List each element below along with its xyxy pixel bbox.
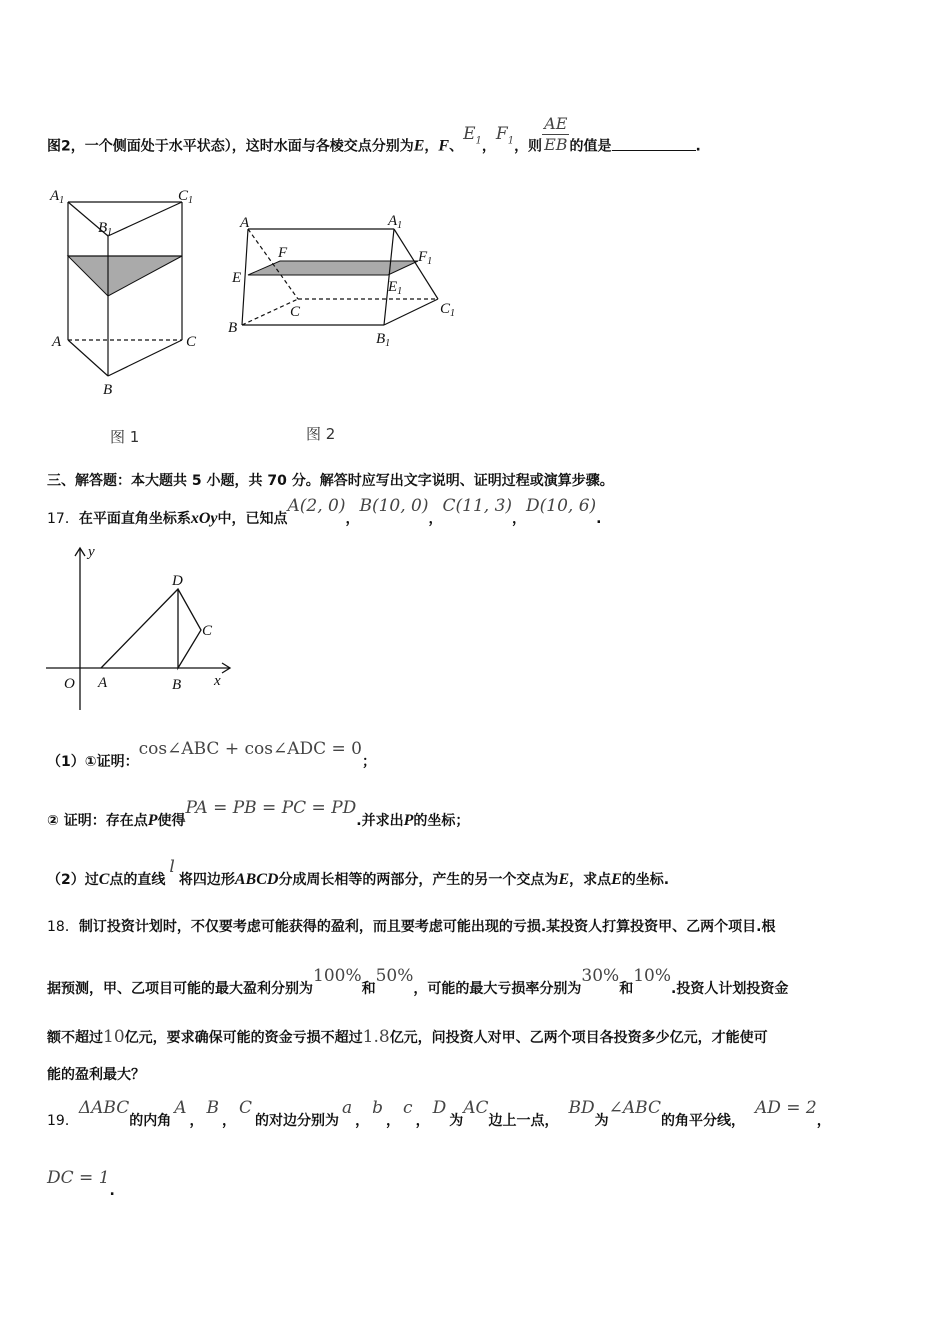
q17-part2	[47, 857, 670, 889]
axis-x-label: x	[214, 673, 221, 689]
profit-b: 50%	[375, 966, 414, 986]
angle-a: A	[174, 1098, 187, 1118]
q18-number: 18．	[47, 919, 79, 935]
point-d: D	[432, 1098, 447, 1118]
ad-length: AD = 2	[754, 1098, 817, 1118]
max-loss: 1.8	[362, 1027, 390, 1047]
label-c: C	[186, 334, 197, 350]
angle-abc: ∠ABC	[608, 1098, 661, 1118]
label-b: B	[103, 382, 113, 398]
q17-text-b: 中，已知点	[217, 511, 288, 527]
point-p: P	[147, 812, 158, 829]
label-c1-2: $C_1$	[440, 301, 456, 319]
comma: ，	[345, 511, 360, 527]
is-text-2: 为	[594, 1113, 609, 1129]
coordinates-end: 的坐标.	[621, 872, 670, 888]
line-text: 点的直线	[109, 872, 166, 888]
comma: ，	[415, 1113, 430, 1129]
q19-number: 19．	[47, 1113, 79, 1129]
angle-b: B	[206, 1098, 219, 1118]
origin-label: O	[64, 676, 75, 692]
q16-tail-line	[47, 114, 701, 167]
point-e1-label	[463, 124, 482, 144]
part1b-label: ② 证明：存在点	[47, 813, 148, 829]
loss-a: 30%	[581, 966, 620, 986]
equal-perimeter-text: 分成周长相等的两部分，产生的另一个交点为	[278, 872, 559, 888]
comma: ，	[428, 511, 443, 527]
line-l: l	[169, 857, 175, 877]
segment-ac: AC	[463, 1098, 489, 1118]
and-text: 和	[361, 981, 376, 997]
label-a: A	[52, 334, 62, 350]
q17-coordinate-graph	[40, 542, 240, 712]
q19-line2	[47, 1168, 115, 1200]
quadrilateral-abcd	[101, 589, 201, 668]
figure-1-prism	[40, 180, 220, 405]
figure-1-caption: 图 1	[110, 428, 140, 446]
graph-point-c: C	[202, 623, 213, 639]
q18-text-2a: 据预测，甲、乙项目可能的最大盈利分别为	[47, 981, 313, 997]
answer-blank[interactable]	[612, 136, 696, 151]
label-f: F	[278, 245, 288, 261]
q18-text-3a: 额不超过	[47, 1030, 103, 1046]
separator: 、	[449, 138, 464, 155]
period: .	[109, 1183, 115, 1199]
comma: ，	[512, 511, 527, 527]
label-a2: A	[240, 215, 250, 231]
loss-b: 10%	[633, 966, 671, 986]
on-side-text: 边上一点，	[488, 1113, 559, 1129]
point-a-coord: A(2, 0)	[287, 496, 346, 516]
comma: ，	[386, 1113, 401, 1129]
period: .	[596, 511, 602, 527]
cos-equation: cos∠ABC + cos∠ADC = 0	[138, 739, 362, 759]
period: .	[695, 138, 701, 155]
side-a: a	[342, 1098, 353, 1118]
quad-abcd-ref: ABCD	[234, 871, 279, 888]
q17-text-a: 在平面直角坐标系	[78, 511, 191, 527]
comma: ，	[816, 1113, 831, 1129]
f1-letter: F	[495, 123, 508, 144]
fraction-numerator: AE	[544, 114, 568, 133]
label-b1-2: $B_1$	[376, 331, 391, 349]
then-text: ，则	[514, 138, 543, 155]
point-f1-label	[496, 124, 514, 144]
q18-text-3b: 亿元，要求确保可能的资金亏损不超过	[124, 1030, 363, 1046]
label-c2: C	[290, 304, 301, 320]
coordinate-text: 的坐标；	[413, 813, 470, 829]
side-b: b	[372, 1098, 384, 1118]
dc-length: DC = 1	[47, 1168, 110, 1188]
point-e-ref-2: E	[611, 871, 622, 888]
comma: ，	[424, 138, 439, 155]
bisector-text: 的角平分线，	[660, 1113, 745, 1129]
label-b2: B	[228, 320, 238, 336]
q18-line2	[47, 966, 789, 998]
total-investment: 10	[103, 1027, 125, 1047]
equal-distance-equation: PA = PB = PC = PD	[185, 798, 357, 818]
xoy-label: xOy	[190, 510, 218, 527]
q16-text: 图2，一个侧面处于水平状态），这时水面与各棱交点分别为	[47, 138, 414, 155]
divide-text: 将四边形	[178, 872, 235, 888]
comma: ，	[355, 1113, 370, 1129]
profit-a: 100%	[313, 966, 362, 986]
q18-line4: 能的盈利最大？	[47, 1067, 145, 1083]
find-point-text: ，求点	[569, 872, 612, 888]
water-surface	[68, 256, 182, 296]
find-text: .并求出	[356, 813, 404, 829]
q19-line1	[47, 1098, 831, 1130]
q18-text-2b: ，可能的最大亏损率分别为	[413, 981, 582, 997]
q18-line3	[47, 1027, 768, 1047]
e1-sub: 1	[475, 134, 482, 146]
angle-c: C	[238, 1098, 252, 1118]
and-text-2: 和	[619, 981, 634, 997]
point-f-label: F	[438, 137, 450, 155]
label-a1-2: $A_1$	[388, 213, 403, 231]
part1-label: （1）①证明：	[47, 754, 139, 770]
such-that: 使得	[157, 813, 186, 829]
figure-2-prism	[228, 205, 468, 355]
point-c-coord: C(11, 3)	[442, 496, 513, 516]
side-c: c	[403, 1098, 413, 1118]
opposite-sides-text: 的对边分别为	[255, 1113, 339, 1129]
q17-number: 17．	[47, 511, 79, 527]
point-c-ref: C	[98, 871, 110, 888]
graph-point-a: A	[98, 675, 108, 691]
e1-letter: E	[463, 123, 476, 144]
axis-y-label: y	[88, 544, 95, 560]
label-e: E	[232, 270, 242, 286]
point-e-label: E	[413, 137, 425, 155]
figure-2-caption: 图 2	[306, 425, 336, 443]
q17-part1b	[47, 798, 470, 830]
semicolon: ；	[361, 754, 376, 770]
part2-label: （2）过	[47, 872, 99, 888]
label-a1: $A_1$	[50, 188, 65, 206]
q18-text-1: 制订投资计划时，不仅要考虑可能获得的盈利，而且要考虑可能出现的亏损.某投资人打算投资甲、乙两个项目.根	[78, 919, 776, 935]
graph-point-d: D	[172, 573, 183, 589]
graph-point-b: B	[172, 677, 182, 693]
q18-line1	[47, 916, 775, 936]
triangle-abc: ΔABC	[78, 1098, 130, 1118]
q17-part1	[47, 739, 376, 771]
ratio-fraction	[542, 114, 569, 155]
f1-sub: 1	[507, 134, 515, 146]
q18-text-2c: .投资人计划投资金	[671, 981, 789, 997]
water-surface-2	[248, 261, 418, 275]
label-c1: $C_1$	[178, 188, 194, 206]
label-e1: $E_1$	[388, 279, 403, 297]
label-f1: $F_1$	[418, 249, 433, 267]
point-e-ref: E	[558, 871, 570, 888]
comma: ，	[189, 1113, 204, 1129]
inner-angle-text: 的内角	[129, 1113, 172, 1129]
fraction-denominator: EB	[544, 135, 568, 154]
point-b-coord: B(10, 0)	[359, 496, 429, 516]
q17-line	[47, 496, 602, 528]
comma: ，	[221, 1113, 236, 1129]
comma: ，	[481, 138, 496, 155]
segment-bd: BD	[568, 1098, 595, 1118]
point-d-coord: D(10, 6)	[526, 496, 597, 516]
q18-text-3c: 亿元，问投资人对甲、乙两个项目各投资多少亿元，才能使可	[389, 1030, 768, 1046]
value-is-text: 的值是	[569, 138, 612, 155]
point-p-2: P	[403, 812, 414, 829]
is-text: 为	[449, 1113, 464, 1129]
section-3-heading: 三、解答题：本大题共 5 小题，共 70 分。解答时应写出文字说明、证明过程或演算步骤。	[47, 473, 614, 489]
label-b1: $B_1$	[98, 220, 113, 238]
